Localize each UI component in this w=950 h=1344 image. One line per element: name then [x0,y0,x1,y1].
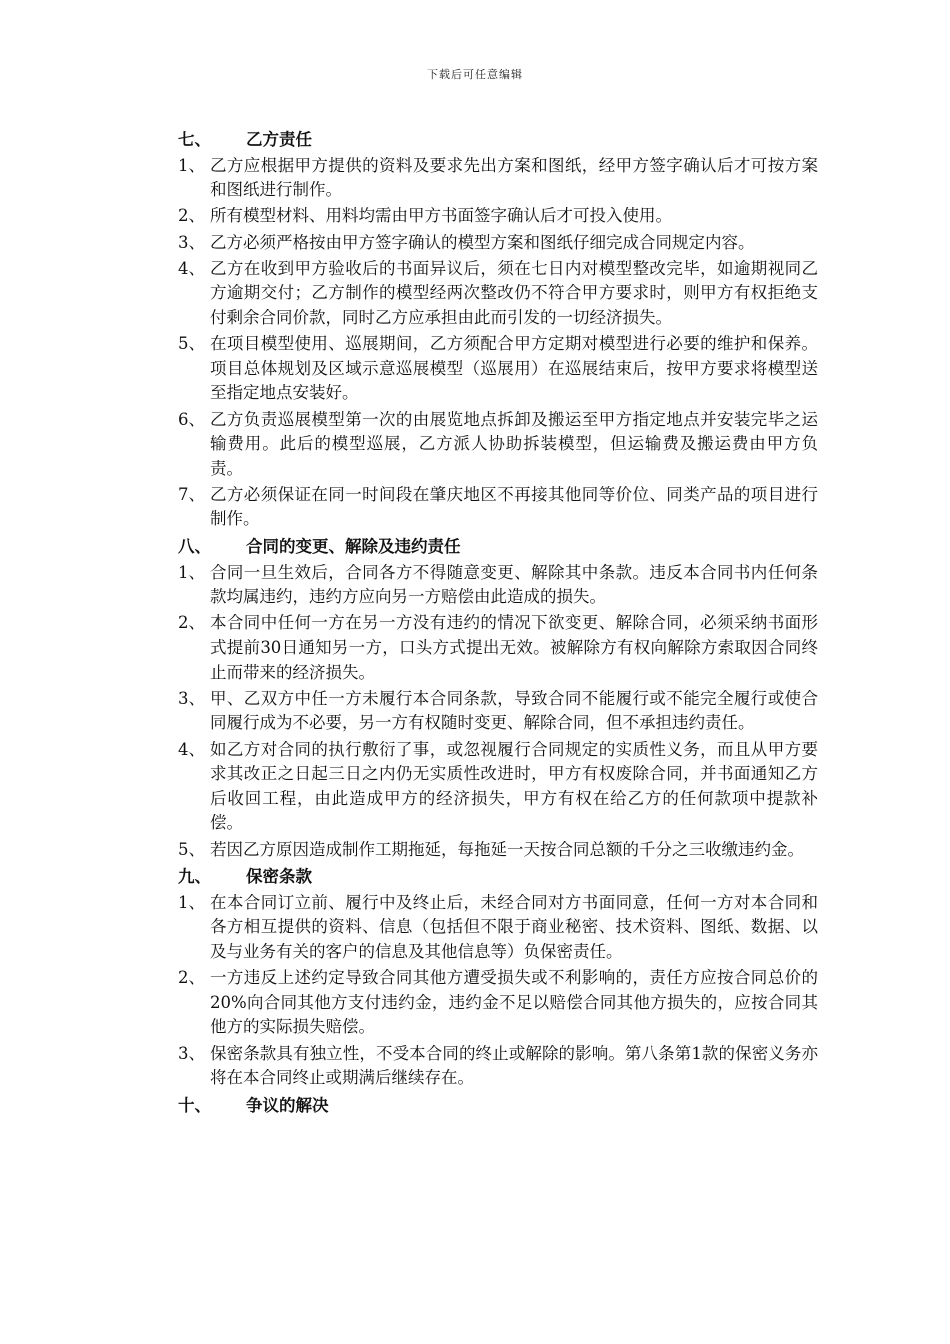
clause-text: 在项目模型使用、巡展期间，乙方须配合甲方定期对模型进行必要的维护和保养。项目总体规划及区域示意巡展模型（巡展用）在巡展结束后，按甲方要求将模型送至指定地点安装好。 [210,334,818,403]
clause-text: 乙方必须保证在同一时间段在肇庆地区不再接其他同等价位、同类产品的项目进行制作。 [210,484,818,529]
section-heading-10 [178,1093,818,1118]
clause-number: 1、 [178,562,205,582]
document-body [178,125,818,1118]
clause-item [178,231,818,256]
clause-item [178,332,818,406]
clause-text: 如乙方对合同的执行敷衍了事，或忽视履行合同规定的实质性义务，而且从甲方要求其改正之日起三日之内仍无实质性改进时，甲方有权废除合同，并书面通知乙方后收回工程，由此造成甲方的经济损失，甲方有权在给乙方的任何款项中提款补偿。 [210,739,818,833]
clause-item [178,408,818,482]
clause-number: 4、 [178,739,205,759]
clause-item [178,257,818,331]
clause-item [178,838,818,863]
clause-number: 1、 [178,155,205,175]
clause-number: 3、 [178,1043,205,1063]
section-title: 争议的解决 [246,1095,329,1115]
clause-text: 乙方在收到甲方验收后的书面异议后，须在七日内对模型整改完毕，如逾期视同乙方逾期交付；乙方制作的模型经两次整改仍不符合甲方要求时，则甲方有权拒绝支付剩余合同价款，同时乙方应承担由此而引发的一切经济损失。 [210,258,818,327]
clause-number: 7、 [178,484,205,504]
section-title: 保密条款 [246,867,312,887]
clause-text: 在本合同订立前、履行中及终止后，未经合同对方书面同意，任何一方对本合同和各方相互提供的资料、信息（包括但不限于商业秘密、技术资料、图纸、数据、以及与业务有关的客户的信息及其他信息等）负保密责任。 [210,892,818,961]
clause-number: 2、 [178,206,205,226]
clause-text: 乙方必须严格按由甲方签字确认的模型方案和图纸仔细完成合同规定内容。 [210,232,755,252]
clause-item [178,204,818,229]
clause-number: 2、 [178,968,205,988]
clause-item [178,966,818,1040]
clause-item [178,1042,818,1091]
clause-text: 乙方应根据甲方提供的资料及要求先出方案和图纸，经甲方签字确认后才可按方案和图纸进行制作。 [210,155,818,200]
clause-item [178,154,818,203]
clause-text: 一方违反上述约定导致合同其他方遭受损失或不利影响的，责任方应按合同总价的20%向合同其他方支付违约金，违约金不足以赔偿合同其他方损失的，应按合同其他方的实际损失赔偿。 [210,968,818,1037]
clause-text: 保密条款具有独立性，不受本合同的终止或解除的影响。第八条第1款的保密义务亦将在本合同终止或期满后继续存在。 [210,1043,818,1088]
clause-item [178,687,818,736]
clause-number: 6、 [178,409,205,429]
clause-item [178,891,818,965]
section-title: 乙方责任 [246,130,312,149]
clause-text: 甲、乙双方中任一方未履行本合同条款，导致合同不能履行或不能完全履行或使合同履行成为不必要，另一方有权随时变更、解除合同，但不承担违约责任。 [210,688,818,733]
section-number: 九、 [178,867,211,887]
clause-text: 合同一旦生效后，合同各方不得随意变更、解除其中条款。违反本合同书内任何条款均属违约，违约方应向另一方赔偿由此造成的损失。 [210,562,818,607]
clause-item [178,561,818,610]
page-header: 下载后可任意编辑 [427,68,523,81]
section-heading-7 [178,127,818,152]
section-number: 八、 [178,537,211,557]
section-heading-9 [178,864,818,889]
section-heading-8 [178,534,818,559]
clause-text: 所有模型材料、用料均需由甲方书面签字确认后才可投入使用。 [210,206,672,226]
clause-number: 3、 [178,688,205,708]
clause-number: 2、 [178,613,205,633]
clause-number: 1、 [178,892,205,912]
clause-item [178,738,818,836]
clause-text: 本合同中任何一方在另一方没有违约的情况下欲变更、解除合同，必须采纳书面形式提前30日通知另一方，口头方式提出无效。被解除方有权向解除方索取因合同终止而带来的经济损失。 [210,613,818,682]
clause-number: 5、 [178,839,205,859]
clause-item [178,483,818,532]
clause-item [178,611,818,685]
section-title: 合同的变更、解除及违约责任 [246,537,461,557]
clause-number: 5、 [178,334,205,354]
section-number: 十、 [178,1095,211,1115]
clause-text: 若因乙方原因造成制作工期拖延，每拖延一天按合同总额的千分之三收缴违约金。 [210,839,804,859]
section-number: 七、 [178,130,211,149]
clause-number: 3、 [178,232,205,252]
clause-text: 乙方负责巡展模型第一次的由展览地点拆卸及搬运至甲方指定地点并安装完毕之运输费用。此后的模型巡展，乙方派人协助拆装模型，但运输费及搬运费由甲方负责。 [210,409,818,478]
clause-number: 4、 [178,258,205,278]
